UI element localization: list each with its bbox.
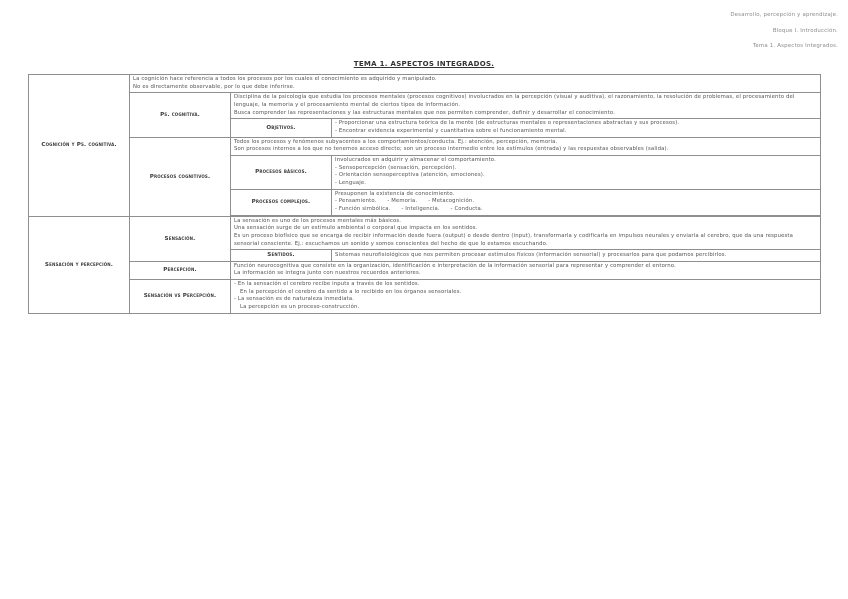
list-item: - Metacognición. [428,198,475,205]
list-item: - Lenguaje. [335,180,367,187]
text-line: Es un proceso biofísico que se encarga de recibir información desde fuera (output) o desde dentro (input), transformarla y codificarla en impulsos neurales y enviarla al cerebro, que da una respuesta sensorial consciente. Ej.: escuchamos un sonido y somos conscientes del hecho de que lo estamos escuchando. [234,233,794,247]
list-item: - En la sensación el cerebro recibe inputs a través de los sentidos. [234,280,420,287]
table-row [29,93,821,119]
text-line: Función neurocognitiva que consiste en la organización, identificación e interpretación de la información sensorial para representar y comprender el entorno. [234,262,676,269]
table-row [29,216,821,250]
label-sensacion-vs-percepcion: Sensación vs Percepción. [130,279,231,313]
list-item: - Proporcionar una estructura teórica de la mente (de estructuras mentales o representaciones abstractas y sus procesos). [335,120,680,127]
label-procesos-basicos: Procesos básicos. [231,156,332,190]
label-ps-cognitiva: Ps. cognitiva. [130,93,231,137]
label-percepcion: Percepción. [130,261,231,279]
sentidos-text: Sistemas neurofisiológicos que nos permiten procesar estímulos físicos (información sensorial) y procesarlos para que podamos percibirlos. [332,250,821,261]
percepcion-text [231,261,821,279]
text-line: Son procesos internos a los que no tenemos acceso directo; son un proceso intermedio entre los estímulos (entrada) y las respuestas observables (salida). [234,146,669,153]
text-line: La información se integra junto con nuestros recuerdos anteriores. [234,270,421,277]
text-line: Busca comprender las representaciones y las estructuras mentales que nos permiten comprender, definir y desarrollar el conocimiento. [234,109,616,116]
objetivos-list [332,119,821,137]
list-item: Involucrados en adquirir y almacenar el comportamiento. [335,157,496,164]
table-row [29,75,821,93]
table-row [29,261,821,279]
header-topic: Tema 1. Aspectos Integrados. [752,43,838,49]
cognicion-intro [130,75,821,93]
header-block: Bloque I. Introducción. [772,28,838,34]
list-item: - Función simbólica. [335,206,391,213]
vs-list [231,279,821,313]
label-objetivos: Objetivos. [231,119,332,137]
list-item: - Orientación sensoperceptiva (atención, emociones). [335,172,485,179]
ps-cognitiva-text [231,93,821,119]
list-item: - Encontrar evidencia experimental y cuantitativa sobre el funcionamiento mental. [335,128,567,135]
label-procesos-cognitivos: Procesos cognitivos. [130,137,231,216]
list-item: - Conducta. [450,206,483,213]
label-sentidos: Sentidos. [231,250,332,261]
table-row [29,279,821,313]
text-line: Una sensación surge de un estímulo ambiental o corporal que impacta en los sentidos. [234,225,478,232]
section-label-cognicion: Cognición y Ps. cognitiva. [29,75,130,217]
list-item: - Sensopercepción (sensación, percepción). [335,164,457,171]
procesos-complejos-list [332,189,821,215]
list-item: - Inteligencia. [401,206,440,213]
sensacion-text [231,216,821,250]
section-label-sensacion-percepcion: Sensación y percepción. [29,216,130,313]
procesos-cognitivos-intro [231,137,821,155]
label-sensacion: Sensación. [130,216,231,261]
text-line: Todos los procesos y fenómenos subyacentes a los comportamientos/conducta. Ej.: atención, percepción, memoria. [234,138,558,145]
text-line: Disciplina de la psicología que estudia los procesos mentales (procesos cognitivos) involucrados en la percepción (visual y auditiva), el razonamiento, la resolución de problemas, el procesamiento del lenguaje, la memoria y el procesamiento mental de ciertos tipos de información. [234,94,795,109]
list-item: En la percepción el cerebro da sentido a lo recibido en los órganos sensoriales. [240,288,462,295]
label-procesos-complejos: Procesos complejos. [231,189,332,215]
header-author: Desarrollo, percepción y aprendizaje. [730,12,838,18]
list-row [335,198,817,206]
page-title: TEMA 1. ASPECTOS INTEGRADOS. [353,60,495,68]
table-row [29,137,821,155]
list-row [335,206,817,214]
text-line: La cognición hace referencia a todos los procesos por los cuales el conocimiento es adquirido y manipulado. [133,76,437,82]
list-item: - Pensamiento. [335,198,377,205]
list-item: La percepción es un proceso-construcción. [240,303,360,310]
list-item: - Memoria. [387,198,418,205]
text-line: La sensación es uno de los procesos mentales más básicos. [234,217,402,224]
summary-table [28,74,821,314]
text-line: Presuponen la existencia de conocimiento. [335,190,455,197]
list-item: - La sensación es de naturaleza inmediata. [234,296,355,303]
procesos-basicos-list [332,156,821,190]
text-line: No es directamente observable, por lo que debe inferirse. [133,83,295,90]
